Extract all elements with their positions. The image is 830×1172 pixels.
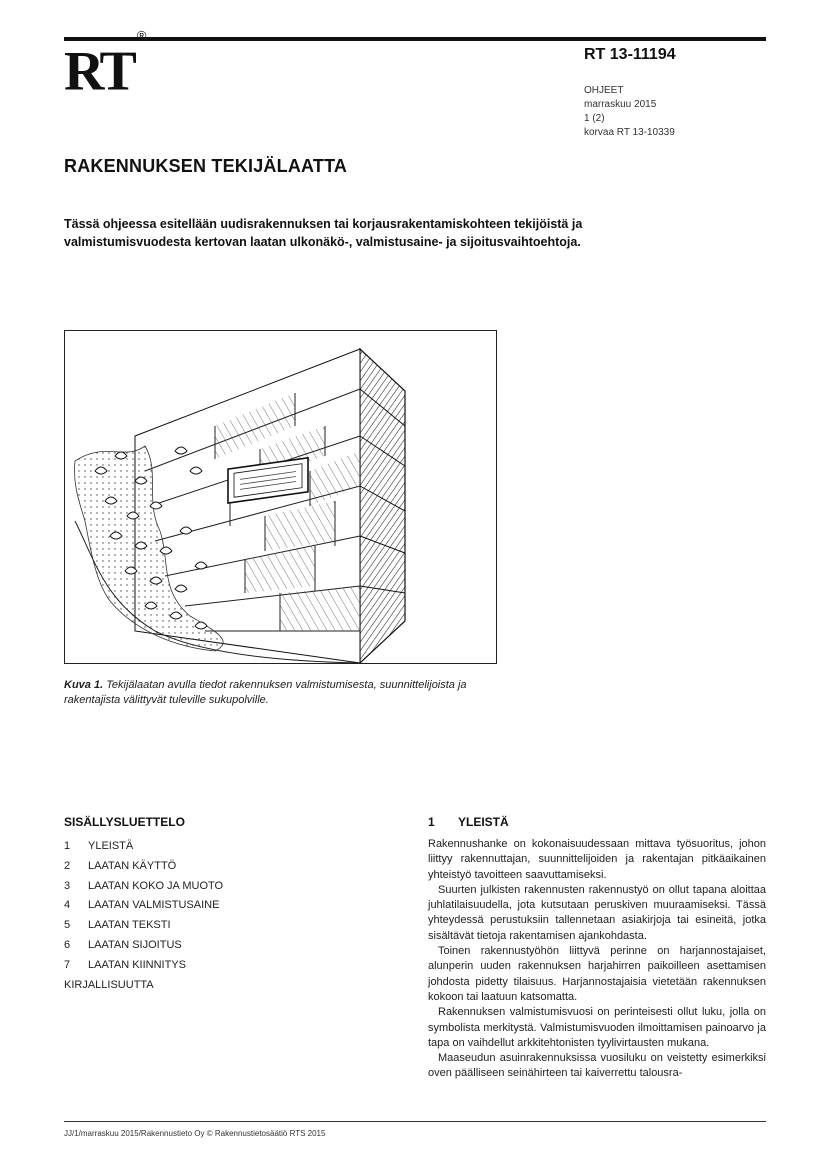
toc-item-number: 2 [64,859,71,872]
table-of-contents [64,837,324,995]
meta-type: OHJEET [584,85,624,96]
toc-item-label: LAATAN SIJOITUS [88,938,182,951]
wall-plaque-drawing [65,331,497,664]
toc-item-label: LAATAN KOKO JA MUOTO [88,879,224,892]
toc-item [64,857,324,877]
toc-item [64,956,324,976]
section-heading [428,815,509,829]
toc-item [64,916,324,936]
toc-item [64,877,324,897]
caption-label: Kuva 1. [64,679,104,691]
section-title: YLEISTÄ [458,815,509,829]
meta-replaces: korvaa RT 13-10339 [584,127,675,138]
toc-item-label: YLEISTÄ [88,840,134,852]
toc-item [64,837,324,857]
toc-item-number: 1 [64,840,71,852]
body-paragraph: Suurten julkisten rakennusten rakennustyö on ollut tapana aloittaa juhlatilaisuudella, jota kutsutaan peruskiven muuraamiseksi. Tässä yhteydessä perustuksiin tallennetaan asiakirjoja tai esineitä, jotka sisältävät tietoja rakentamisen ajankohdasta. [428,883,766,942]
section-number: 1 [428,815,435,829]
toc-item-number: 7 [64,958,71,971]
body-paragraph: Rakennushanke on kokonaisuudessaan mittava työsuoritus, johon liittyy rakennuttajan, suunnittelijoiden ja rakentajan pitkäaikainen yhteistyö tavoitteen saavuttamiseksi. [428,838,766,881]
meta-pages: 1 (2) [584,113,605,124]
logo-text: RT [64,40,134,103]
body-paragraph: Rakennuksen valmistumisvuosi on perinteisesti ollut luku, jolla on symbolista merkitystä. Valmistumisvuoden ilmoittamisen painoarvo ja tapa on vaihdellut arkkitehtonisten tyylivirtausten mukana. [428,1006,766,1049]
toc-item [64,896,324,916]
body-paragraph: Toinen rakennustyöhön liittyvä perinne on harjannostajaiset, alunperin uuden rakennuksen harjahirren paikoilleen asettamisen johdosta pidetty tilaisuus. Harjannostajaisia vietetään rakennuksen kokoon tai laatuun katsomatta. [428,945,766,1003]
figure-caption [64,678,504,708]
document-code: RT 13-11194 [584,46,676,63]
caption-text: Tekijälaatan avulla tiedot rakennuksen valmistumisesta, suunnittelijoista ja rakentajista välittyvät tuleville sukupolville. [64,679,467,706]
toc-item-label: LAATAN KIINNITYS [88,958,187,971]
toc-item-label: LAATAN VALMISTUSAINE [88,899,220,912]
footer-rule [64,1121,766,1122]
toc-item-number: 6 [64,938,71,951]
toc-item-number: 3 [64,879,71,892]
figure-illustration [64,330,497,664]
body-paragraph: Maaseudun asuinrakennuksissa vuosiluku on veistetty esimerkiksi oven päälliseen seinähirteen tai kaiverrettu talousra- [428,1052,766,1080]
rt-logo [64,28,147,103]
toc-item-label: LAATAN TEKSTI [88,919,171,932]
toc-item-number: 5 [64,919,71,932]
document-meta [584,84,675,140]
section-body [428,837,766,1082]
toc-title: SISÄLLYSLUETTELO [64,815,185,829]
page-footer: JJ/1/marraskuu 2015/Rakennustieto Oy © Rakennustietosäätiö RTS 2015 [64,1129,326,1138]
toc-item-references: KIRJALLISUUTTA [64,978,154,991]
toc-item-number: 4 [64,899,71,912]
page-title: RAKENNUKSEN TEKIJÄLAATTA [64,156,348,176]
top-rule [64,37,766,41]
meta-date: marraskuu 2015 [584,99,657,110]
registered-mark: ® [136,28,147,43]
intro-paragraph: Tässä ohjeessa esitellään uudisrakennuksen tai korjausrakentamiskohteen tekijöistä ja valmistumisvuodesta kertovan laatan ulkonäkö-, valmistusaine- ja sijoitusvaihtoehtoja. [64,217,583,249]
toc-item-label: LAATAN KÄYTTÖ [88,859,177,872]
toc-item [64,936,324,956]
